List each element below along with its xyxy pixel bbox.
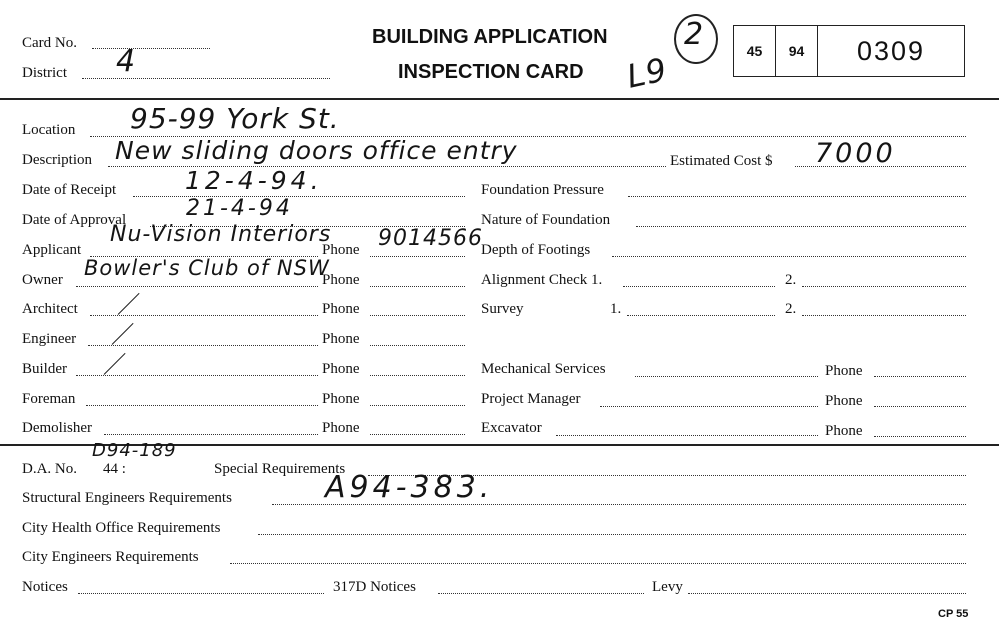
structural-requirements-label: Structural Engineers Requirements bbox=[22, 490, 232, 506]
owner-phone-field[interactable] bbox=[370, 286, 465, 287]
number-box-district: 45 bbox=[734, 26, 776, 76]
builder-label: Builder bbox=[22, 361, 67, 377]
demolisher-phone-field[interactable] bbox=[370, 434, 465, 435]
survey-1-label: 1. bbox=[610, 301, 622, 317]
special-requirements-label: Special Requirements bbox=[214, 461, 346, 477]
foreman-phone-label: Phone bbox=[322, 391, 360, 407]
owner-phone-label: Phone bbox=[322, 272, 360, 288]
architect-field[interactable] bbox=[90, 315, 318, 316]
owner-label: Owner bbox=[22, 272, 63, 288]
engineer-phone-label: Phone bbox=[322, 331, 360, 347]
mechanical-services-field[interactable] bbox=[635, 376, 818, 377]
foreman-phone-field[interactable] bbox=[370, 405, 465, 406]
survey-1-field[interactable] bbox=[627, 315, 775, 316]
survey-label: Survey bbox=[481, 301, 524, 317]
nature-foundation-field[interactable] bbox=[636, 226, 966, 227]
annotation-circled-value: 2 bbox=[684, 17, 705, 52]
annotation-l9: L9 bbox=[623, 50, 671, 96]
card-title-line2: INSPECTION CARD bbox=[398, 61, 584, 83]
da-number-label: D.A. No. bbox=[22, 461, 77, 477]
builder-phone-field[interactable] bbox=[370, 375, 465, 376]
owner-field[interactable] bbox=[76, 286, 318, 287]
survey-2-label: 2. bbox=[785, 301, 797, 317]
notices-field[interactable] bbox=[78, 593, 324, 594]
da-number-prefix: 44 : bbox=[103, 461, 126, 477]
date-receipt-label: Date of Receipt bbox=[22, 182, 117, 198]
demolisher-label: Demolisher bbox=[22, 420, 92, 436]
foundation-pressure-label: Foundation Pressure bbox=[481, 182, 604, 198]
estimated-cost-label: Estimated Cost $ bbox=[670, 153, 773, 169]
notices-317d-label: 317D Notices bbox=[333, 579, 416, 595]
card-number-box bbox=[733, 25, 965, 77]
engineer-slash-mark bbox=[112, 323, 134, 345]
applicant-value: Nu-Vision Interiors bbox=[110, 222, 332, 247]
mechanical-phone-field[interactable] bbox=[874, 376, 966, 377]
engineer-phone-field[interactable] bbox=[370, 345, 465, 346]
district-value: 4 bbox=[116, 44, 137, 79]
foreman-label: Foreman bbox=[22, 391, 76, 407]
alignment-check-2-label: 2. bbox=[785, 272, 797, 288]
number-box-serial: 0309 bbox=[856, 35, 926, 66]
applicant-phone-label: Phone bbox=[322, 242, 360, 258]
builder-slash-mark bbox=[104, 353, 126, 375]
card-no-field[interactable] bbox=[92, 48, 210, 49]
date-receipt-field[interactable] bbox=[133, 196, 465, 197]
levy-label: Levy bbox=[652, 579, 683, 595]
card-title-line1: BUILDING APPLICATION bbox=[372, 26, 608, 48]
alignment-check-1-field[interactable] bbox=[623, 286, 775, 287]
project-manager-label: Project Manager bbox=[481, 391, 581, 407]
notices-317d-field[interactable] bbox=[438, 593, 644, 594]
date-approval-value: 21-4-94 bbox=[186, 196, 293, 221]
excavator-field[interactable] bbox=[556, 435, 818, 436]
excavator-phone-field[interactable] bbox=[874, 436, 966, 437]
project-manager-field[interactable] bbox=[600, 406, 818, 407]
district-label: District bbox=[22, 65, 67, 81]
architect-slash-mark bbox=[118, 293, 140, 315]
excavator-label: Excavator bbox=[481, 420, 542, 436]
builder-phone-label: Phone bbox=[322, 361, 360, 377]
project-manager-phone-label: Phone bbox=[825, 393, 863, 409]
divider-top bbox=[0, 98, 999, 100]
city-engineers-field[interactable] bbox=[230, 563, 966, 564]
notices-label: Notices bbox=[22, 579, 68, 595]
date-approval-label: Date of Approval bbox=[22, 212, 127, 228]
mechanical-phone-label: Phone bbox=[825, 363, 863, 379]
location-value: 95-99 York St. bbox=[130, 102, 340, 135]
nature-foundation-label: Nature of Foundation bbox=[481, 212, 611, 228]
city-engineers-label: City Engineers Requirements bbox=[22, 549, 199, 565]
engineer-field[interactable] bbox=[88, 345, 318, 346]
alignment-check-label: Alignment Check 1. bbox=[481, 272, 603, 288]
foundation-pressure-field[interactable] bbox=[628, 196, 966, 197]
excavator-phone-label: Phone bbox=[825, 423, 863, 439]
architect-phone-field[interactable] bbox=[370, 315, 465, 316]
health-requirements-label: City Health Office Requirements bbox=[22, 520, 221, 536]
structural-requirements-value: A94-383. bbox=[325, 470, 494, 505]
form-code: CP 55 bbox=[938, 608, 969, 620]
depth-footings-label: Depth of Footings bbox=[481, 242, 591, 258]
description-value: New sliding doors office entry bbox=[115, 136, 518, 165]
architect-phone-label: Phone bbox=[322, 301, 360, 317]
foreman-field[interactable] bbox=[86, 405, 318, 406]
location-label: Location bbox=[22, 122, 76, 138]
demolisher-phone-label: Phone bbox=[322, 420, 360, 436]
mechanical-services-label: Mechanical Services bbox=[481, 361, 606, 377]
architect-label: Architect bbox=[22, 301, 78, 317]
builder-field[interactable] bbox=[76, 375, 318, 376]
card-no-label: Card No. bbox=[22, 35, 77, 51]
survey-2-field[interactable] bbox=[802, 315, 966, 316]
applicant-label: Applicant bbox=[22, 242, 82, 258]
estimated-cost-value: 7000 bbox=[815, 138, 896, 169]
description-label: Description bbox=[22, 152, 92, 168]
applicant-phone-value: 9014566 bbox=[378, 226, 483, 251]
da-number-value: D94-189 bbox=[92, 440, 177, 461]
levy-field[interactable] bbox=[688, 593, 966, 594]
applicant-phone-field[interactable] bbox=[370, 256, 465, 257]
date-receipt-value: 12-4-94. bbox=[185, 166, 323, 195]
alignment-check-2-field[interactable] bbox=[802, 286, 966, 287]
demolisher-field[interactable] bbox=[104, 434, 318, 435]
number-box-year: 94 bbox=[776, 26, 818, 76]
engineer-label: Engineer bbox=[22, 331, 77, 347]
owner-value: Bowler's Club of NSW bbox=[84, 256, 330, 280]
depth-footings-field[interactable] bbox=[612, 256, 966, 257]
health-requirements-field[interactable] bbox=[258, 534, 966, 535]
project-manager-phone-field[interactable] bbox=[874, 406, 966, 407]
